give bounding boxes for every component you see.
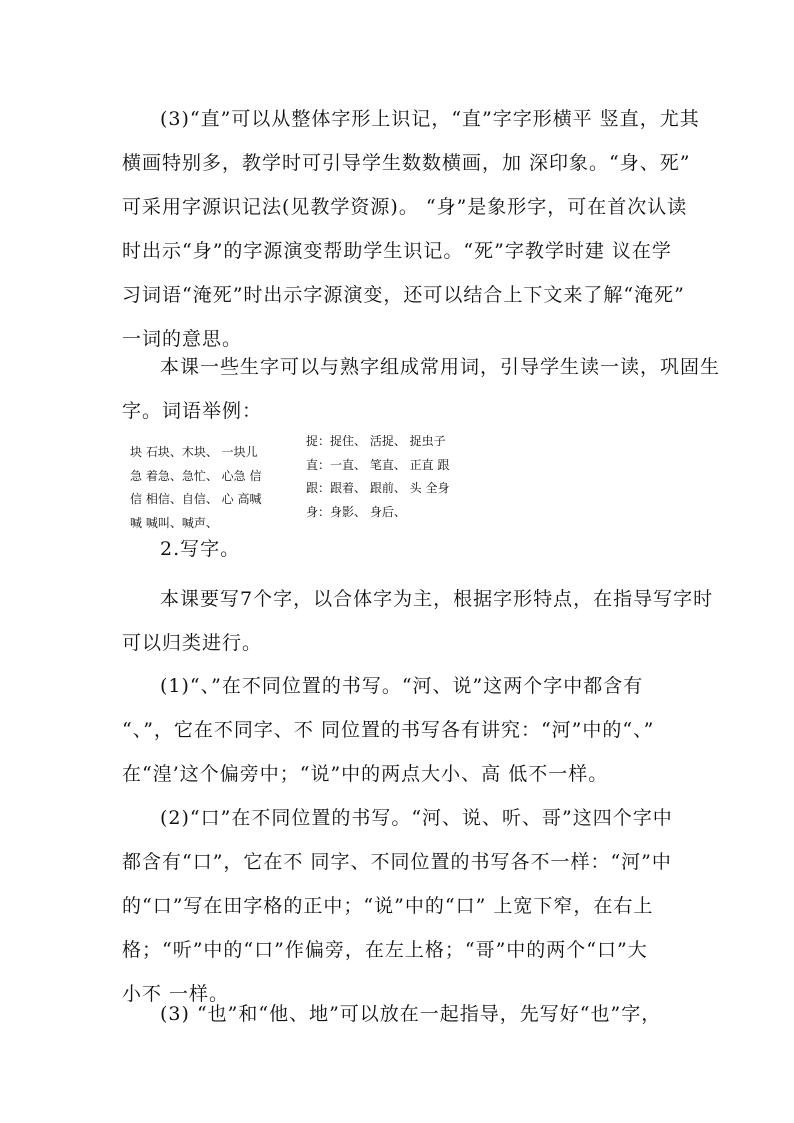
text-line: (3) “也”和“他、地”可以放在一起指导，先写好“也”字， [160,1003,662,1025]
text-line: 本课一些生字可以与熟字组成常用词，引导学生读一读，巩固生 [160,356,721,378]
text-line: 小不 一样。 [122,983,230,1005]
word-examples-left [130,441,261,535]
text-line: 本课要写7个字，以合体字为主，根据字形特点，在指导写字时 [160,588,714,610]
paragraph-words-intro [122,345,721,433]
word-example-row: 捉：捉住、 活捉、 捉虫子 [306,434,446,448]
word-example-row: 身：身影、 身后、 [306,504,406,519]
paragraph-w2 [122,796,682,1016]
text-line: (2)“口”在不同位置的书写。“河、说、听、哥”这四个字中 [160,807,673,829]
word-example-row: 急 着急、急忙、 心急 信 [130,468,262,483]
text-line: 一词的意思。 [122,328,243,350]
word-example-row: 跟：跟着、 跟前、 头 全身 [306,481,450,495]
text-line: 习词语“淹死”时出示字源演变，还可以结合上下文来了解“淹死” [122,284,685,306]
word-example-row: 喊 喊叫、喊声、 [130,515,218,530]
text-line: 的“口”写在田字格的正中；“说”中的“口” 上宽下窄，在右上 [122,895,654,917]
text-line: 字。词语举例： [122,400,263,422]
text-line: 可以归类进行。 [122,632,263,654]
text-line: 在“湟’这个偏旁中；“说”中的两点大小、高 低不一样。 [122,763,609,785]
section-heading-writing [122,527,682,571]
paragraph-w1 [122,664,682,796]
text-line: 横画特别多，教学时可引导学生数数横画，加 深印象。“身、死” [122,152,691,174]
text-line: 可采用字源识记法(见教学资源)。 “身”是象形字，可在首次认读 [122,196,688,218]
paragraph-p3 [122,97,700,361]
word-example-row: 块 石块、木块、 一块儿 [130,445,258,459]
word-example-row: 信 相信、自信、 心 高喊 [130,492,262,506]
word-examples-right [306,430,449,524]
word-example-row: 直：一直、 笔直、 正直 跟 [306,457,450,472]
text-line: 格；“听”中的“口”作偏旁，在左上格；“哥”中的两个“口”大 [122,939,648,961]
text-line: “、”，它在不同字、不 同位置的书写各有讲究：“河”中的“、” [122,719,655,741]
paragraph-write-intro [122,577,714,665]
section-heading: 2.写字。 [160,538,241,560]
text-line: 都含有“口”，它在不 同字、不同位置的书写各不一样：“河”中 [122,851,672,873]
paragraph-w3 [122,992,682,1036]
text-line: (1)“、”在不同位置的书写。“河、说”这两个字中都含有 [160,675,644,697]
text-line: 时出示“身”的字源演变帮助学生识记。“死”字教学时建 议在学 [122,240,672,262]
text-line: (3)“直”可以从整体字形上识记，“直”字字形横平 竖直，尤其 [160,108,700,130]
